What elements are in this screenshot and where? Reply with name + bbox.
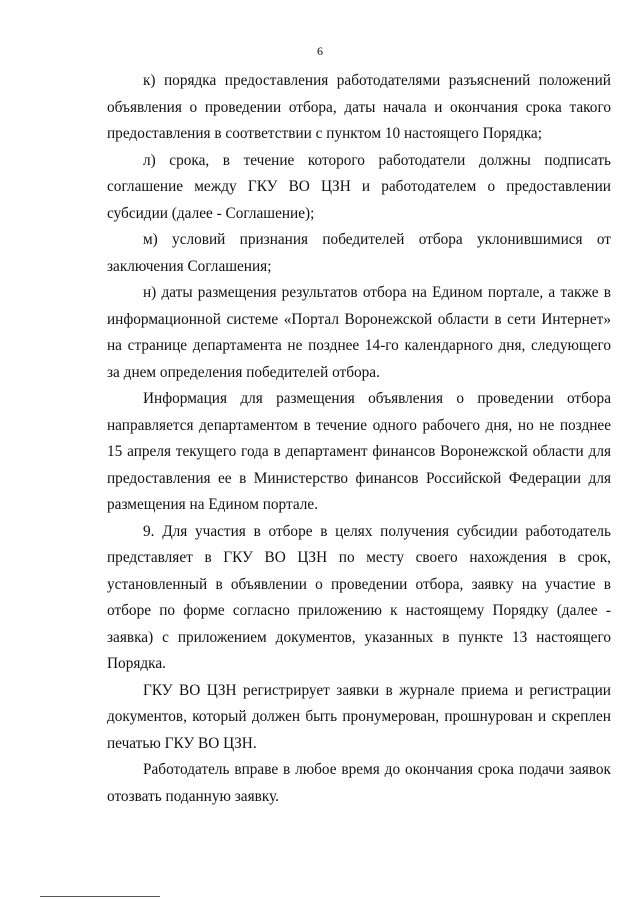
paragraph-registration: ГКУ ВО ЦЗН регистрирует заявки в журнале приема и регистрации документов, который должен быть пронумерован, прошнурован и скреплен печатью ГКУ ВО ЦЗН. [107, 681, 611, 752]
paragraph-item-9: 9. Для участия в отборе в целях получения субсидии работодатель представляет в ГКУ ВО ЦЗН по месту своего нахождения в срок, установленный в объявлении о проведении отбора, заявку на участие в отборе по форме согласно приложению к настоящему Порядку (далее - заявка) с приложением документов, указанных в пункте 13 настоящего Порядка. [107, 522, 611, 672]
paragraph-k: к) порядка предоставления работодателями разъяснений положений объявления о проведении отбора, даты начала и окончания срока такого предоставления в соответствии с пунктом 10 настоящего Порядка; [107, 72, 611, 142]
document-body [107, 68, 611, 810]
paragraph-announcement-info: Информация для размещения объявления о проведении отбора направляется департаментом в течение одного рабочего дня, но не позднее 15 апреля текущего года в департамент финансов Воронежской области для предоставления ее в Министерство финансов Российской Федерации для размещения на Едином портале. [107, 390, 611, 513]
paragraph-n: н) даты размещения результатов отбора на Едином портале, а также в информационной системе «Портал Воронежской области в сети Интернет» на странице департамента не позднее 14-го календарного дня, следующего за днем определения победителей отбора. [107, 284, 611, 381]
paragraph-m: м) условий признания победителей отбора уклонившимися от заключения Соглашения; [107, 231, 611, 275]
bottom-divider [40, 896, 160, 897]
paragraph-l: л) срока, в течение которого работодатели должны подписать соглашение между ГКУ ВО ЦЗН и работодателем о предоставлении субсидии (далее - Соглашение); [107, 151, 611, 222]
paragraph-withdrawal: Работодатель вправе в любое время до окончания срока подачи заявок отозвать поданную заявку. [107, 761, 611, 805]
page-number: 6 [317, 44, 323, 58]
